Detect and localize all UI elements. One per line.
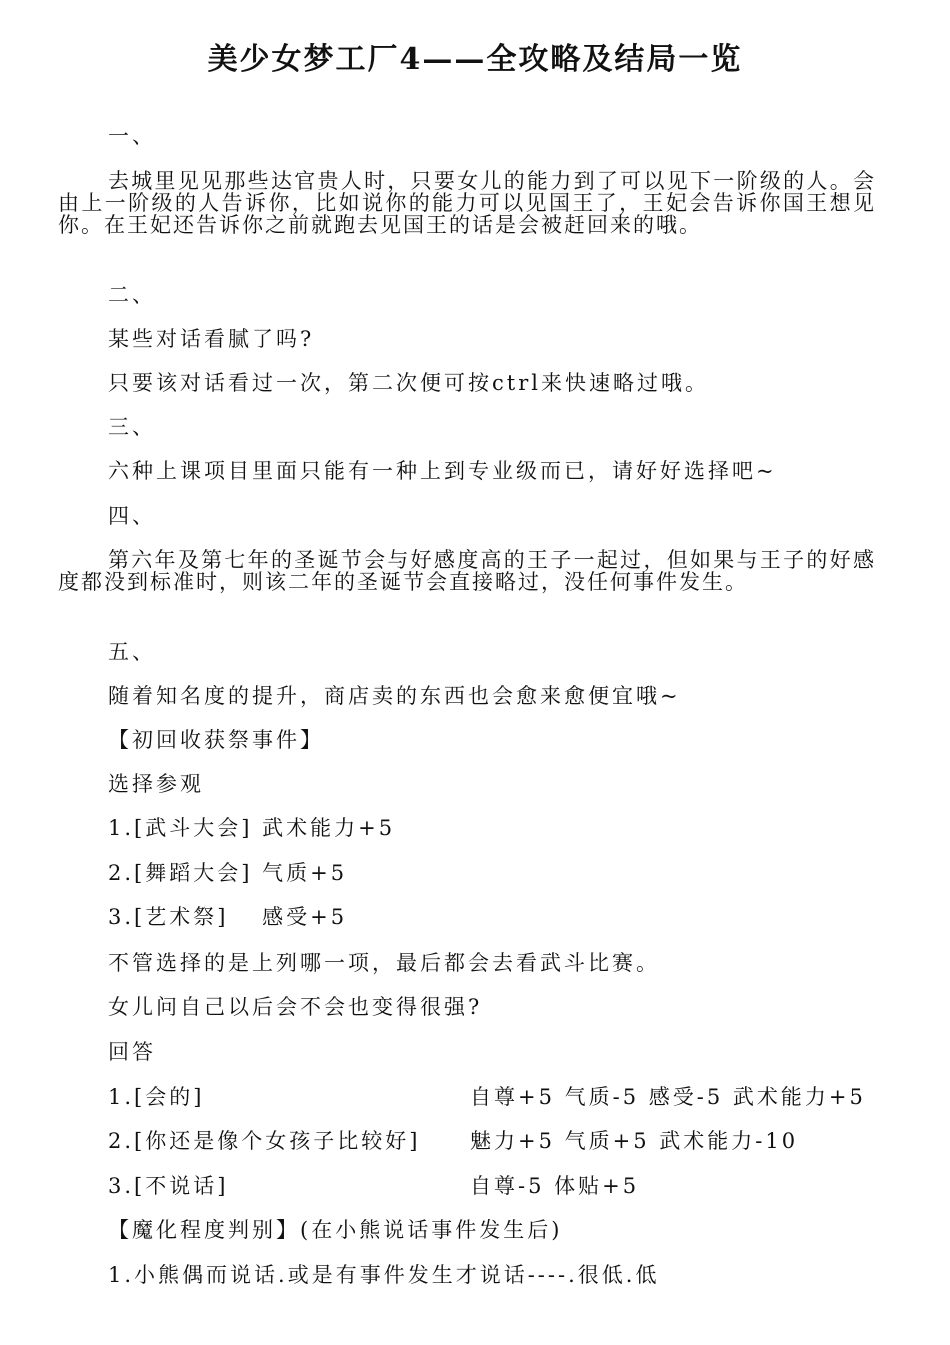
answer-choice: 3.[不说话] [108,1174,229,1198]
answer-choice: 1.[会的] [108,1085,205,1109]
answer-effect: 自尊+5 气质-5 感受-5 武术能力+5 [470,1085,866,1109]
section-5-text: 随着知名度的提升，商店卖的东西也会愈来愈便宜哦~ [108,684,681,708]
answer-effect: 自尊-5 体贴+5 [470,1174,640,1198]
section-2-line-1: 某些对话看腻了吗? [108,327,315,351]
harvest-option: 3.[艺术祭] 感受+5 [108,905,348,929]
harvest-answer-label: 回答 [108,1040,156,1064]
section-3-heading: 三、 [108,415,156,439]
harvest-option: 1.[武斗大会] 武术能力+5 [108,816,396,840]
page-title: 美少女梦工厂4——全攻略及结局一览 [207,42,743,77]
answer-effect: 魅力+5 气质+5 武术能力-10 [470,1129,799,1153]
demon-line-1: 1.小熊偶而说话.或是有事件发生才说话----.很低.低 [108,1263,660,1287]
section-5-heading: 五、 [108,640,156,664]
demon-heading: 【魔化程度判别】(在小熊说话事件发生后) [108,1218,563,1242]
section-2-line-2: 只要该对话看过一次，第二次便可按ctrl来快速略过哦。 [108,371,709,395]
section-4-heading: 四、 [108,504,156,528]
section-1-heading: 一、 [108,124,156,148]
harvest-heading: 【初回收获祭事件】 [108,728,324,752]
section-4-text: 第六年及第七年的圣诞节会与好感度高的王子一起过，但如果与王子的好感度都没到标准时，则该二年的圣诞节会直接略过，没任何事件发生。 [58,548,876,594]
answer-choice: 2.[你还是像个女孩子比较好] [108,1129,421,1153]
harvest-choose-label: 选择参观 [108,772,204,796]
section-1-text: 去城里见见那些达官贵人时，只要女儿的能力到了可以见下一阶级的人。会由上一阶级的人告诉你，比如说你的能力可以见国王了，王妃会告诉你国王想见你。在王妃还告诉你之前就跑去见国王的话是会被赶回来的哦。 [58,169,876,237]
harvest-question: 女儿问自己以后会不会也变得很强? [108,995,483,1019]
section-3-text: 六种上课项目里面只能有一种上到专业级而已，请好好选择吧~ [108,459,777,483]
harvest-option: 2.[舞蹈大会] 气质+5 [108,861,348,885]
section-2-heading: 二、 [108,283,156,307]
harvest-note: 不管选择的是上列哪一项，最后都会去看武斗比赛。 [108,951,660,975]
